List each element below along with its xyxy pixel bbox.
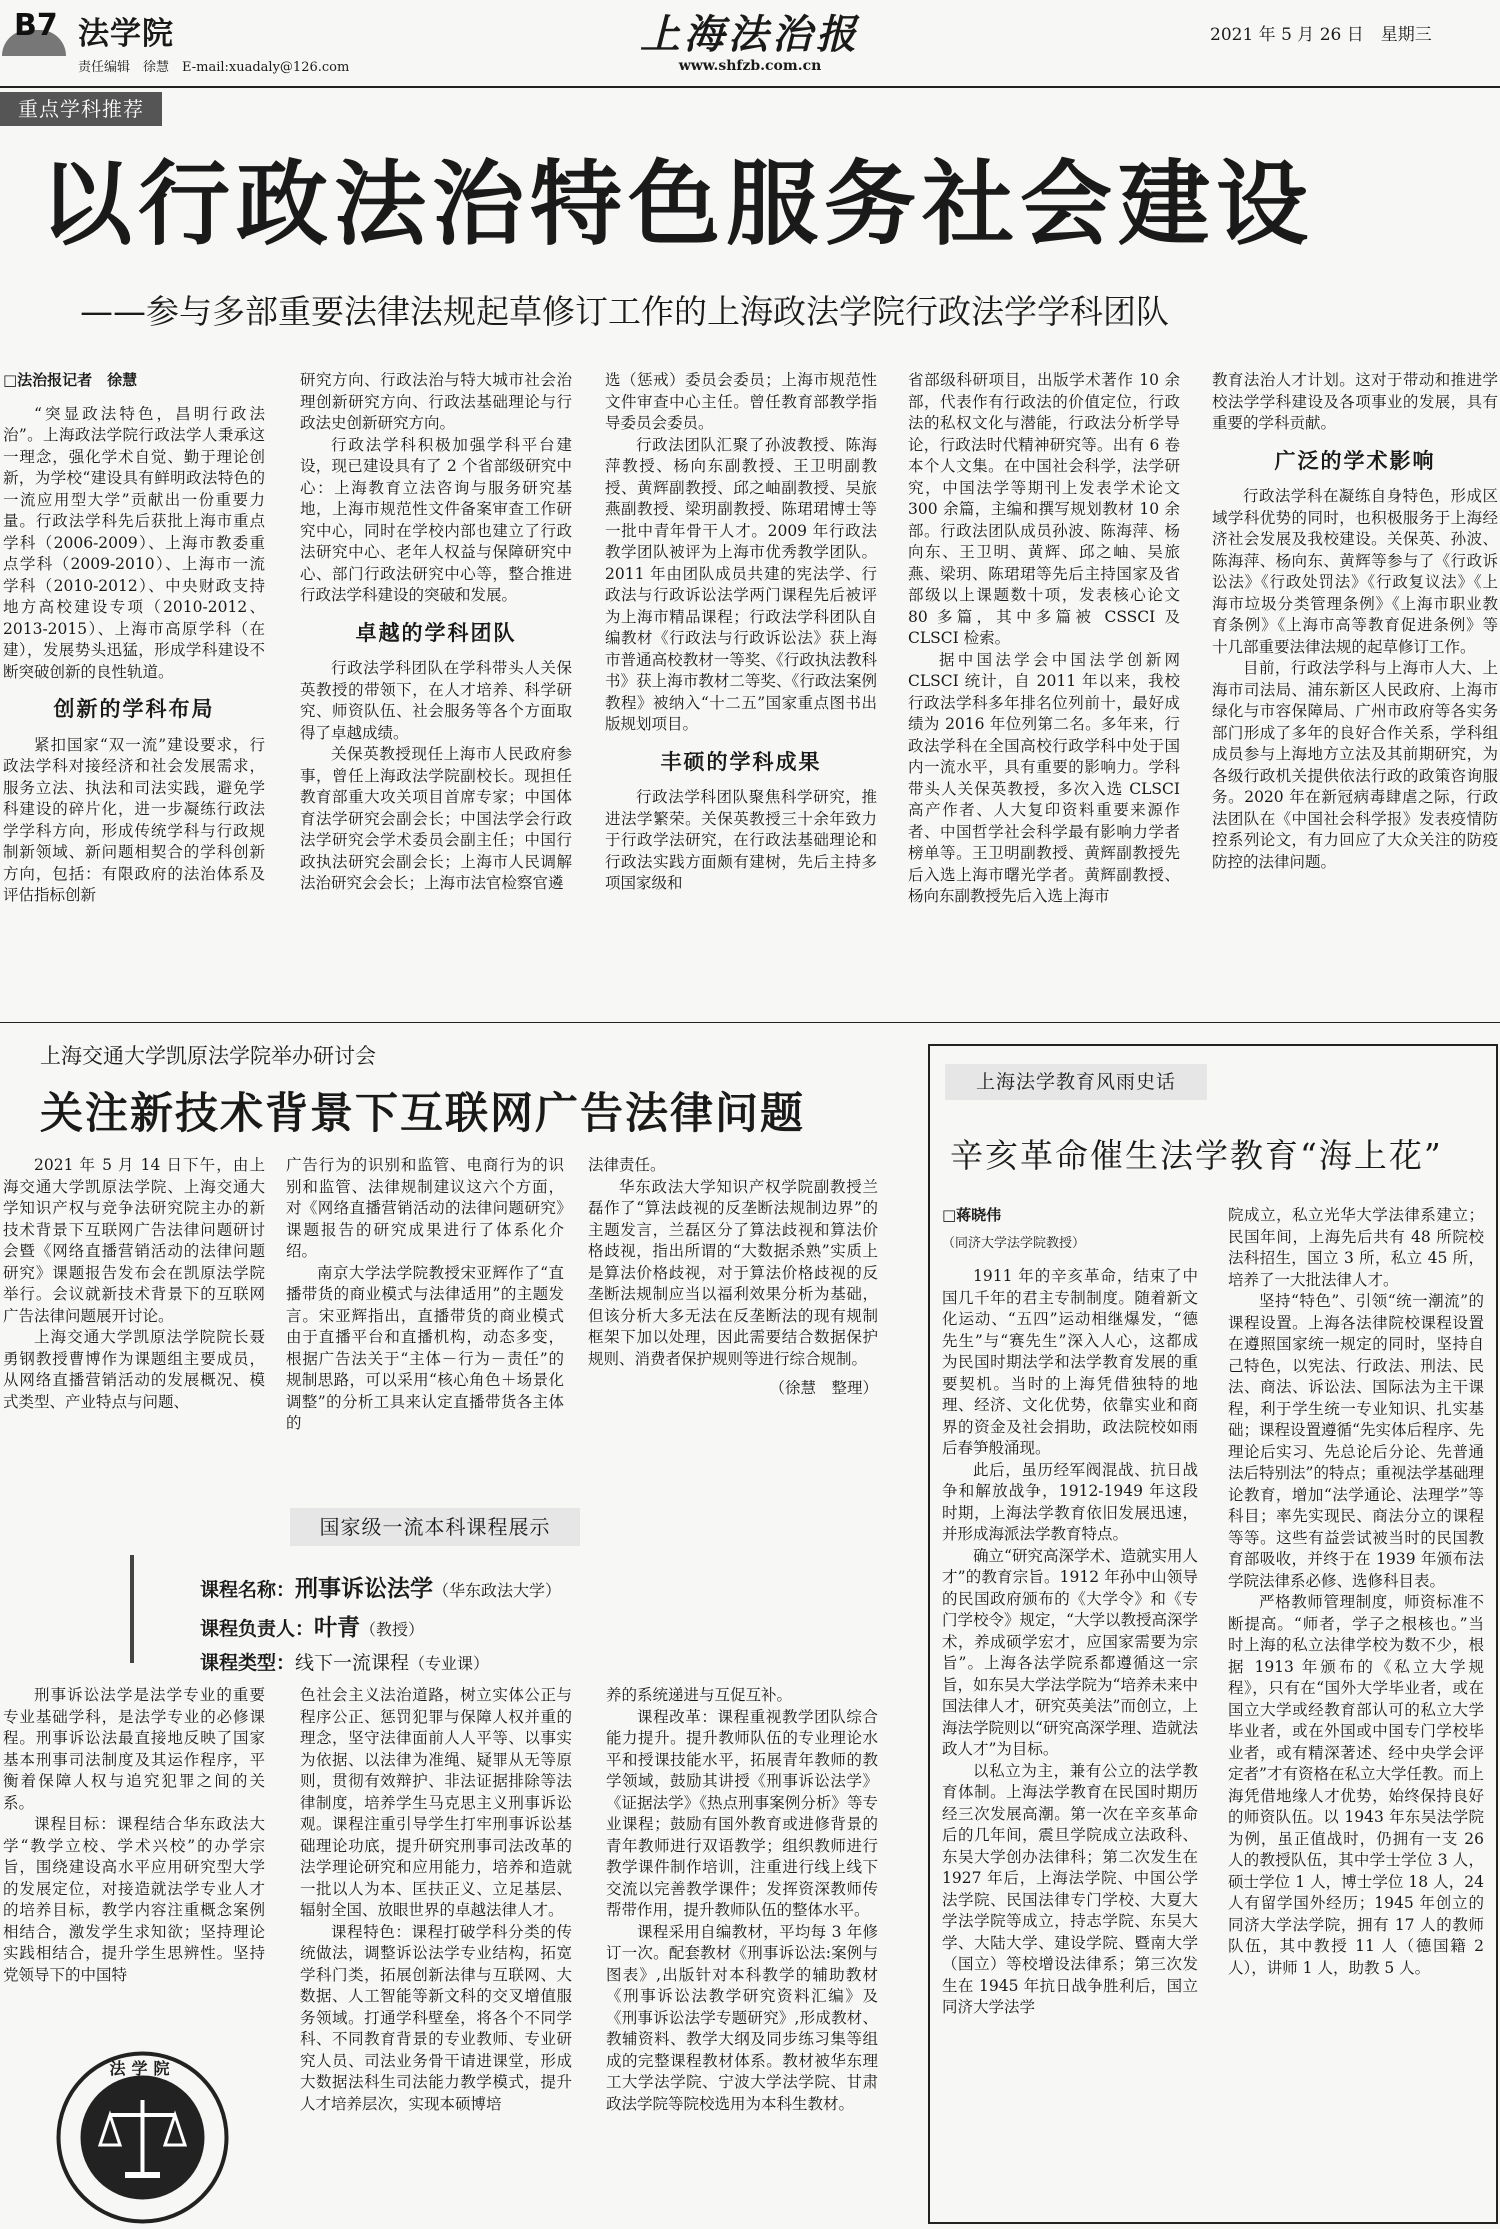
section-title: 法学院 bbox=[78, 16, 174, 52]
news2-paragraph: 广告行为的识别和监管、电商行为的识别和监管、法律规制建议这六个方面，对《网络直播营销活动的法律问题研究》课题报告的研究成果进行了体系化介绍。 bbox=[286, 1156, 564, 1260]
course-lead: 叶青 bbox=[314, 1614, 361, 1641]
lead-column-2 bbox=[300, 370, 572, 895]
lead-paragraph: 目前，行政法学科与上海市人大、上海市司法局、浦东新区人民政府、上海市绿化与市容保障局、广州市政府等各实务部门形成了多年的良好合作关系，学科组成员参与上海地方立法及其前期研究，为各级行政机关提供依法行政的政策咨询服务。2020 年在新冠病毒肆虐之际，行政法团队在《中国社会科学报》发表疫情防控系列论文，有力回应了大众关注的防疫防控的法律问题。 bbox=[1212, 659, 1498, 871]
course-lead-title: （教授） bbox=[360, 1620, 425, 1639]
news2-paragraph: 上海交通大学凯原法学院院长聂勇钢教授曹博作为课题组主要成员，从网络直播营销活动的发展概况、模式类型、产业特点与问题、 bbox=[3, 1328, 265, 1411]
lead-paragraph: “突显政法特色，昌明行政法治”。上海政法学院行政法学人秉承这一理念，强化学术自觉、勤于理论创新，为学校“建设具有鲜明政法特色的一流应用型大学”贡献出一份重要力量。行政法学科先后获批上海市重点学科（2006-2009）、上海市教委重点学科（2009-2010）、上海市一流学科（2010-2012）、中央财政支持地方高校建设专项（2010-2012、2013-2015）、上海市高原学科（在建），发展势头迅猛，形成学科建设不断突破创新的良性轨道。 bbox=[3, 404, 265, 681]
lead-paragraph: 选（惩戒）委员会委员；上海市规范性文件审查中心主任。曾任教育部教学指导委员会委员。 bbox=[605, 371, 877, 432]
lead-paragraph: 行政法学科团队在学科带头人关保英教授的带领下，在人才培养、科学研究、师资队伍、社会服务等各个方面取得了卓越成绩。 bbox=[300, 659, 572, 742]
course-banner: 国家级一流本科课程展示 bbox=[290, 1508, 580, 1546]
course-paragraph: 课程目标：课程结合华东政法大学“教学立校、学术兴校”的办学宗旨，围绕建设高水平应用研究型大学的发展定位，对接造就法学专业人才的培养目标，教学内容注重概念案例相结合，激发学生求知欲；坚持理论实践相结合，提升学生思辨性。坚持党领导下的中国特 bbox=[3, 1815, 265, 1984]
lead-column-1 bbox=[3, 370, 265, 907]
lead-paragraph: 据中国法学会中国法学创新网 CLSCI 统计，自 2011 年以来，我校行政法学科多年排名位列前十，最好成绩为 2016 年位列第二名。多年来，行政法学科在全国高校行政学科中处于国内一流水平，具有重要的影响力。学科带头人关保英教授，多次入选 CLSCI 高产作者、人大复印资料重要来源作者、中国哲学社会科学最有影响力学者榜单等。王卫明副教授、黄辉副教授先后入选上海市曙光学者。黄辉副教授、杨向东副教授先后入选上海市 bbox=[908, 650, 1180, 905]
news2-paragraph: 华东政法大学知识产权学院副教授兰磊作了“算法歧视的反垄断法规制边界”的主题发言，兰磊区分了算法歧视和算法价格歧视，指出所谓的“大数据杀熟”实质上是算法价格歧视，对于算法价格歧视的反垄断法规制应当以福利效果分析为基础，但该分析大多无法在反垄断法的现有规制框架下加以处理，因此需要结合数据保护规则、消费者保护规则等进行综合规制。 bbox=[588, 1177, 878, 1368]
news2-kicker: 上海交通大学凯原法学院举办研讨会 bbox=[40, 1044, 376, 1068]
course-paragraph: 课程采用自编教材，平均每 3 年修订一次。配套教材《刑事诉讼法:案例与图表》,出版针对本科教学的辅助教材《刑事诉讼法教学研究资料汇编》及《刑事诉讼法学专题研究》,形成教材、教辅资料、教学大纲及同步练习集等组成的完整课程教材体系。教材被华东理工大学法学院、宁波大学法学院、甘肃政法学院等院校选用为本科生教材。 bbox=[606, 1922, 878, 2113]
lead-subhead-4: 广泛的学术影响 bbox=[1274, 448, 1436, 473]
lead-paragraph: 行政法学科积极加强学科平台建设，现已建设具有了 2 个省部级研究中心：上海教育立法咨询与服务研究基地，上海市规范性文件备案审查工作研究中心，同时在学校内部也建立了行政法研究中心、老年人权益与保障研究中心、部门行政法研究中心等，整合推进行政法学科建设的突破和发展。 bbox=[300, 435, 572, 604]
course-paragraph: 刑事诉讼法学是法学专业的重要专业基础学科，是法学专业的必修课程。刑事诉讼法最直接地反映了国家基本刑事司法制度及其运作程序，平衡着保障人权与追究犯罪之间的关系。 bbox=[3, 1686, 265, 1812]
history-paragraph: 院成立，私立光华大学法律系建立；民国年间，上海先后共有 48 所院校法科招生，国立 3 所，私立 45 所，培养了一大批法律人才。 bbox=[1228, 1206, 1484, 1289]
lead-paragraph: 行政法学科在凝练自身特色，形成区域学科优势的同时，也积极服务于上海经济社会发展及我校建设。关保英、孙波、陈海萍、杨向东、黄辉等参与了《行政诉讼法》《行政处罚法》《行政复议法》《上海市垃圾分类管理条例》《上海市职业教育条例》《上海市高等教育促进条例》等十几部重要法律法规的起草修订工作。 bbox=[1212, 487, 1498, 656]
lead-subheadline: ——参与多部重要法律法规起草修订工作的上海政法学院行政法学学科团队 bbox=[80, 292, 1169, 331]
lead-paragraph: 关保英教授现任上海市人民政府参事，曾任上海政法学院副校长。现担任教育部重大攻关项目首席专家；中国体育法学研究会副会长；中国法学会行政法学研究会学术委员会副主任；中国行政执法研究会副会长；上海市人民调解法治研究会会长；上海市法官检察官遴 bbox=[300, 745, 572, 892]
course-name-label: 课程名称： bbox=[200, 1579, 296, 1601]
course-column-3 bbox=[606, 1685, 878, 2115]
news2-column-3 bbox=[588, 1155, 878, 1400]
history-paragraph: 以私立为主，兼有公立的法学教育体制。上海法学教育在民国时期历经三次发展高潮。第一次在辛亥革命后的几年间，震旦学院成立法政科、东吴大学创办法律科；第二次发生在 1927 年后，上海法学院、中国公学法学院、民国法律专门学校、大夏大学法学院等成立，持志学院、东吴大学、大陆大学、建设学院、暨南大学（国立）等校增设法律系；第三次发生在 1945 年抗日战争胜利后，国立同济大学法学 bbox=[942, 1761, 1198, 2016]
course-school: （华东政法大学） bbox=[433, 1581, 562, 1600]
masthead: 上海法治报 bbox=[640, 11, 860, 58]
editor-line: 责任编辑 徐慧 E-mail:xuadaly@126.com bbox=[78, 60, 350, 75]
lead-column-3 bbox=[605, 370, 877, 895]
course-paragraph: 课程特色：课程打破学科分类的传统做法，调整诉讼法学专业结构，拓宽学科门类，拓展创新法律与互联网、大数据、人工智能等新文科的交叉增值服务领域。打通学科壁垒，将各个不同学科、不同教育背景的专业教师、专业研究人员、司法业务骨干请进课堂，形成大数据法科生司法能力教学模式，提升人才培养层次，实现本硕博培 bbox=[300, 1922, 572, 2113]
news2-credit: （徐慧 整理） bbox=[769, 1379, 878, 1397]
seal-text: 法学院 bbox=[109, 2059, 176, 2078]
course-type: 线下一流课程 bbox=[295, 1652, 410, 1674]
lead-bottom-rule bbox=[0, 1022, 1500, 1023]
history-paragraph: 坚持“特色”、引领“统一潮流”的课程设置。上海各法律院校课程设置在遵照国家统一规定的同时，坚持自己特色，以宪法、行政法、刑法、民法、商法、诉讼法、国际法为主干课程，利于学生统一专业知识、扎实基础；课程设置遵循“先实体后程序、先理论后实习、先总论后分论、先普通法后特别法”的特点；重视法学基础理论教育，增加“法学通论、法理学”等科目；率先实现民、商法分立的课程等等。这些有益尝试被当时的民国教育部吸收，并终于在 1939 年颁布法学院法律系必修、选修科目表。 bbox=[1228, 1292, 1484, 1590]
lead-paragraph: 行政法团队汇聚了孙波教授、陈海萍教授、杨向东副教授、王卫明副教授、黄辉副教授、邱之岫副教授、吴旅燕副教授、梁玥副教授、陈珺珺博士等一批中青年骨干人才。2009 年行政法教学团队被评为上海市优秀教学团队。2011 年由团队成员共建的宪法学、行政法与行政诉讼法学两门课程先后被评为上海市精品课程；行政法学科团队自编教材《行政法与行政诉讼法》获上海市普通高校教材一等奖、《行政执法教科书》获上海市教材二等奖、《行政法案例教程》被纳入“十二五”国家重点图书出版规划项目。 bbox=[605, 435, 877, 733]
lead-byline: □法治报记者 徐慧 bbox=[3, 371, 138, 389]
page-number-badge bbox=[2, 6, 68, 58]
lead-paragraph: 省部级科研项目，出版学术著作 10 余部，代表作有行政法的价值定位，行政法的私权文化与潜能，行政法分析学导论，行政法时代精神研究等。出有 6 卷本个人文集。在中国社会科学，法学研究，中国法学等期刊上发表学术论文 300 余篇，主编和撰写规划教材 10 余部。行政法团队成员孙波、陈海萍、杨向东、王卫明、黄辉、邱之岫、吴旅燕、梁玥、陈珺珺等先后主持国家及省部级以上课题数十项，发表核心论文 80 多篇，其中多篇被 CSSCI 及 CLSCI 检索。 bbox=[908, 371, 1180, 647]
course-paragraph: 课程改革：课程重视教学团队综合能力提升。提升教师队伍的专业理论水平和授课技能水平，拓展青年教师的教学领域，鼓励其讲授《刑事诉讼法学》《证据法学》《热点刑事案例分析》等专业课程；鼓励有国外教育或进修背景的青年教师进行双语教学；组织教师进行教学课件制作培训，注重进行线上线下交流以完善教学课件；发挥资深教师传帮带作用，提升教师队伍的整体水平。 bbox=[606, 1707, 878, 1919]
course-decor bbox=[130, 1555, 134, 1663]
lead-subhead-3: 丰硕的学科成果 bbox=[660, 749, 822, 774]
history-paragraph: 严格教师管理制度，师资标准不断提高。“师者，学子之根核也。”当时上海的私立法律学校为数不少，根据 1913 年颁布的《私立大学规程》，只有在“国外大学毕业者，或在国立大学或经教育部认可的私立大学毕业者，或在外国或中国专门学校毕业者，或有精深著述、经中央学会评定者”才有资格在私立大学任教。而上海凭借地缘人才优势，始终保持良好的师资队伍。以 1943 年东吴法学院为例，虽正值战时，仍拥有一支 26 人的教授队伍，其中学士学位 3 人，硕士学位 1 人，博士学位 18 人，24 人有留学国外经历；1945 年创立的同济大学法学院，拥有 17 人的教师队伍，其中教授 11 人（德国籍 2 人），讲师 1 人，助教 5 人。 bbox=[1228, 1593, 1484, 1977]
lead-paragraph: 教育法治人才计划。这对于带动和推进学校法学学科建设及各项事业的发展，具有重要的学科贡献。 bbox=[1212, 371, 1498, 432]
news2-column-1 bbox=[3, 1155, 265, 1413]
history-column-1 bbox=[942, 1205, 1198, 2019]
date-line: 2021 年 5 月 26 日 星期三 bbox=[1210, 25, 1432, 45]
history-paragraph: 1911 年的辛亥革命，结束了中国几千年的君主专制制度。随着新文化运动、“五四”运动相继爆发，“德先生”与“赛先生”深入人心，这都成为民国时期法学和法学教育发展的重要契机。当时的上海凭借独特的地理、经济、文化优势，依靠实业和商界的资金及社会捐助，政法院校如雨后春笋般涌现。 bbox=[942, 1267, 1198, 1457]
lead-paragraph: 紧扣国家“双一流”建设要求，行政法学科对接经济和社会发展需求，服务立法、执法和司法实践，避免学科建设的碎片化，进一步凝练行政法学学科方向，形成传统学科与行政规制新领域、新问题相契合的学科创新方向，包括：有限政府的法治体系及评估指标创新 bbox=[3, 735, 265, 904]
history-byline: □蒋晓伟 bbox=[942, 1206, 1002, 1224]
page-number: B7 bbox=[14, 8, 58, 43]
history-column-2 bbox=[1228, 1205, 1484, 1979]
course-type-label: 课程类型： bbox=[200, 1652, 296, 1674]
course-name: 刑事诉讼法学 bbox=[295, 1575, 434, 1602]
history-paragraph: 确立“研究高深学术、造就实用人才”的教育宗旨。1912 年孙中山领导的民国政府颁布的《大学令》和《专门学校令》规定，“大学以教授高深学术，养成硕学宏才，应国家需要为宗旨”。上海各法学院系都遵循这一宗旨，如东吴大学法学院为“培养未来中国法律人才，研究英美法”而创立，上海法学院则以“研究高深学理、造就法政人才”为目标。 bbox=[942, 1546, 1198, 1758]
news2-paragraph: 2021 年 5 月 14 日下午，由上海交通大学凯原法学院、上海交通大学知识产权与竞争法研究院主办的新技术背景下互联网广告法律问题研讨会暨《网络直播营销活动的法律问题研究》课题报告发布会在凯原法学院举行。会议就新技术背景下的互联网广告法律问题展开讨论。 bbox=[3, 1156, 265, 1325]
course-column-2 bbox=[300, 1685, 572, 2115]
website: www.shfzb.com.cn bbox=[678, 58, 822, 74]
news2-paragraph: 法律责任。 bbox=[588, 1156, 666, 1174]
lead-headline: 以行政法治特色服务社会建设 bbox=[40, 151, 1315, 258]
course-paragraph: 色社会主义法治道路，树立实体公正与程序公正、惩罚犯罪与保障人权并重的理念，坚守法律面前人人平等、以事实为依据、以法律为准绳、疑罪从无等原则，贯彻有效辩护、非法证据排除等法律制度，培养学生马克思主义刑事诉讼观。课程注重引导学生打牢刑事诉讼基础理论功底，提升研究刑事司法改革的法学理论研究和应用能力，培养和造就一批以人为本、匡扶正义、立足基层、辐射全国、放眼世界的卓越法律人才。 bbox=[300, 1686, 572, 1919]
news2-headline: 关注新技术背景下互联网广告法律问题 bbox=[40, 1089, 805, 1139]
seal-logo bbox=[55, 2050, 230, 2225]
course-paragraph: 养的系统递进与互促互补。 bbox=[606, 1686, 793, 1704]
course-lead-label: 课程负责人： bbox=[200, 1618, 315, 1640]
course-type-note: （专业课） bbox=[409, 1654, 490, 1673]
history-paragraph: 此后，虽历经军阀混战、抗日战争和解放战争，1912-1949 年这段时期，上海法学教育依旧发展迅速，并形成海派法学教育特点。 bbox=[942, 1460, 1198, 1543]
lead-paragraph: 行政法学科团队聚焦科学研究，推进法学繁荣。关保英教授三十余年致力于行政学法研究，在行政法基础理论和行政法实践方面颇有建树，先后主持多项国家级和 bbox=[605, 788, 877, 892]
lead-paragraph: 研究方向、行政法治与特大城市社会治理创新研究方向、行政法基础理论与行政法史创新研究方向。 bbox=[300, 371, 572, 432]
news2-column-2 bbox=[286, 1155, 564, 1435]
history-affiliation: （同济大学法学院教授） bbox=[942, 1235, 1086, 1251]
course-info bbox=[200, 1570, 900, 1681]
lead-column-5 bbox=[1212, 370, 1498, 873]
course-column-1 bbox=[3, 1685, 265, 1986]
history-tag: 上海法学教育风雨史话 bbox=[945, 1064, 1207, 1100]
lead-subhead-2: 卓越的学科团队 bbox=[355, 620, 517, 645]
lead-subhead-1: 创新的学科布局 bbox=[53, 697, 215, 721]
section-tag: 重点学科推荐 bbox=[0, 92, 162, 126]
lead-column-4 bbox=[908, 370, 1180, 908]
history-headline: 辛亥革命催生法学教育“海上花” bbox=[950, 1136, 1443, 1175]
header-rule bbox=[0, 86, 1500, 88]
news2-paragraph: 南京大学法学院教授宋亚辉作了“直播带货的商业模式与法律适用”的主题发言。宋亚辉指出，直播带货的商业模式由于直播平台和直播机构，动态多变，根据广告法关于“主体－行为－责任”的规制思路，可以采用“核心角色＋场景化调整”的分析工具来认定直播带货各主体的 bbox=[286, 1263, 564, 1432]
